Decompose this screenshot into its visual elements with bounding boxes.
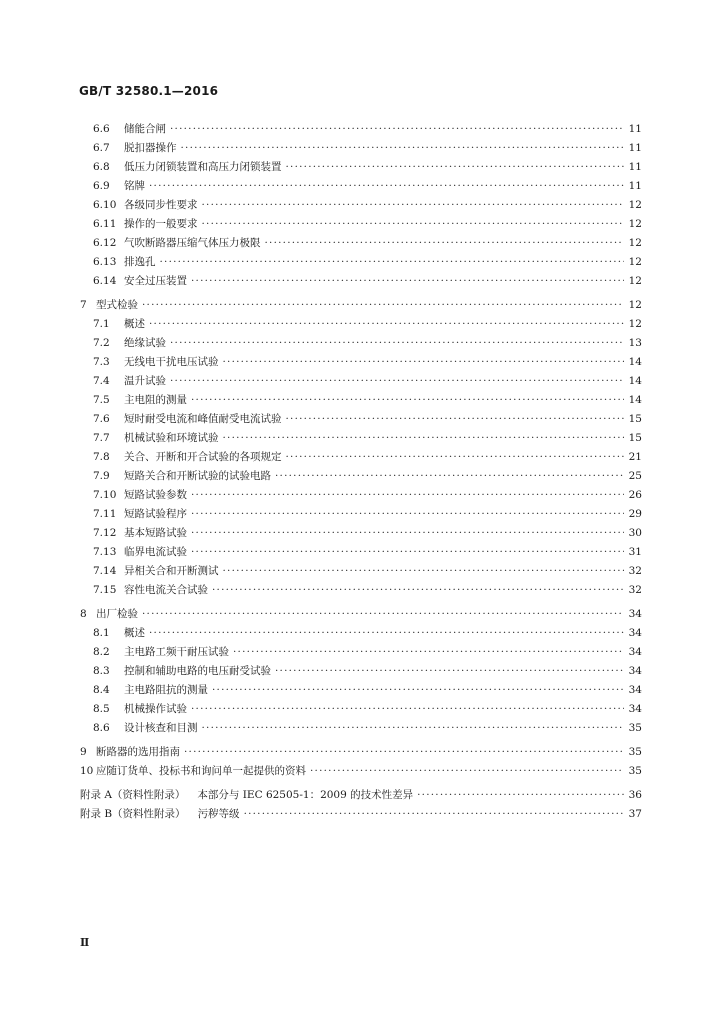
toc-entry [93,431,642,445]
dot-leader [170,122,624,136]
toc-entry-page: 34 [628,684,642,696]
toc-entry-page: 30 [628,527,642,539]
toc-entry-title: 绝缘试验 [124,337,166,349]
dot-leader [202,721,625,735]
toc-entry-page: 12 [628,299,642,311]
toc-entry-page: 14 [628,375,642,387]
dot-leader [170,374,624,388]
dot-leader [202,217,625,231]
toc-entry-number: 9 [80,746,87,758]
dot-leader [244,807,624,821]
dot-leader [149,179,624,193]
toc-entry-page: 15 [628,432,642,444]
toc-entry-title: 基本短路试验 [124,527,187,539]
toc-entry-title: 短路试验程序 [124,508,187,520]
toc-entry [93,355,642,369]
dot-leader [310,764,624,778]
toc-entry-number: 7.5 [93,394,110,406]
dot-leader [265,236,625,250]
toc-entry-title: 温升试验 [124,375,166,387]
toc-entry-title: 气吹断路器压缩气体压力极限 [124,237,261,249]
toc-entry-number: 8 [80,608,87,620]
toc-entry-number: 7.6 [93,413,110,425]
toc-entry [93,721,642,735]
toc-entry-number: 7.15 [93,584,117,596]
toc-entry-title: 概述 [124,627,145,639]
toc-entry-number: 7.10 [93,489,117,501]
dot-leader [191,488,624,502]
toc-entry-page: 14 [628,394,642,406]
toc-entry-number: 7.1 [93,318,110,330]
toc-entry-page: 11 [628,123,642,135]
dot-leader [142,607,624,621]
dot-leader [223,431,625,445]
toc-entry-title: 临界电流试验 [124,546,187,558]
toc-entry-page: 15 [628,413,642,425]
toc-entry [93,217,642,231]
toc-entry-page: 12 [628,199,642,211]
toc-entry-number: 6.12 [93,237,117,249]
dot-leader [191,702,624,716]
toc-entry [93,683,642,697]
dot-leader [149,317,624,331]
dot-leader [223,564,625,578]
toc-entry-title: 关合、开断和开合试验的各项规定 [124,451,282,463]
dot-leader [417,788,624,802]
toc-entry-page: 11 [628,161,642,173]
toc-entry-title: 排逸孔 [124,256,156,268]
toc-entry-page: 12 [628,237,642,249]
page-number-footer: Ⅱ [80,936,90,949]
toc-entry-title: 主电阻的测量 [124,394,187,406]
toc-entry-number: 7.4 [93,375,110,387]
toc-entry-title: 短路试验参数 [124,489,187,501]
toc-entry-number: 8.6 [93,722,110,734]
toc-entry-title: 无线电干扰电压试验 [124,356,219,368]
toc-entry-title: 机械试验和环境试验 [124,432,219,444]
toc-entry-page: 12 [628,275,642,287]
toc-entry-title: 本部分与 IEC 62505-1：2009 的技术性差异 [197,789,414,801]
dot-leader [202,198,625,212]
dot-leader [286,160,625,174]
dot-leader [191,526,624,540]
toc-entry-title: 异相关合和开断测试 [124,565,219,577]
toc-entry [93,122,642,136]
toc-entry [93,198,642,212]
dot-leader [275,664,624,678]
toc-entry-number: 附录 B（资料性附录） [80,808,186,820]
toc-entry-number: 6.10 [93,199,117,211]
toc-entry [93,664,642,678]
toc-entry-number: 8.2 [93,646,110,658]
toc-entry-page: 35 [628,746,642,758]
dot-leader [191,507,624,521]
toc-entry-number: 6.13 [93,256,117,268]
toc-entry-title: 安全过压装置 [124,275,187,287]
toc-entry-page: 34 [628,627,642,639]
toc-entry [93,564,642,578]
dot-leader [286,412,625,426]
toc-entry-number: 7.12 [93,527,117,539]
toc-entry [93,583,642,597]
toc-entry [80,298,642,312]
toc-entry-title: 储能合闸 [124,123,166,135]
dot-leader [275,469,624,483]
toc-entry-number: 附录 A（资料性附录） [80,789,186,801]
toc-entry-page: 12 [628,218,642,230]
toc-entry-title: 设计核查和目测 [124,722,198,734]
toc-entry-title: 型式检验 [96,299,138,311]
toc-entry-title: 出厂检验 [96,608,138,620]
dot-leader [181,141,625,155]
toc-entry [93,412,642,426]
toc-entry-title: 各级同步性要求 [124,199,198,211]
toc-entry-page: 32 [628,565,642,577]
toc-entry-number: 6.7 [93,142,110,154]
toc-entry-page: 11 [628,142,642,154]
toc-entry [93,488,642,502]
toc-entry-title: 概述 [124,318,145,330]
toc-entry [93,255,642,269]
toc-entry [93,469,642,483]
toc-entry-number: 7.14 [93,565,117,577]
toc-entry-page: 34 [628,665,642,677]
toc-entry-page: 29 [628,508,642,520]
toc-entry-page: 21 [628,451,642,463]
toc-entry [80,745,642,759]
toc-entry-page: 11 [628,180,642,192]
toc-entry [93,645,642,659]
toc-entry-number: 7.11 [93,508,117,520]
dot-leader [212,683,624,697]
toc-entry-page: 36 [628,789,642,801]
dot-leader [184,745,624,759]
toc-entry-number: 6.8 [93,161,110,173]
toc-entry-page: 37 [628,808,642,820]
dot-leader [191,545,624,559]
toc-entry [93,507,642,521]
toc-entry-page: 34 [628,608,642,620]
toc-entry [80,764,642,778]
dot-leader [191,393,624,407]
toc-entry [80,807,642,821]
dot-leader [286,450,625,464]
toc-entry-page: 34 [628,646,642,658]
toc-entry-page: 35 [628,722,642,734]
toc-entry-title: 主电路工频干耐压试验 [124,646,229,658]
toc-entry [93,179,642,193]
dot-leader [191,274,624,288]
toc-entry [93,236,642,250]
dot-leader [223,355,625,369]
toc-entry-page: 34 [628,703,642,715]
toc-entry-number: 6.14 [93,275,117,287]
toc-entry [93,450,642,464]
toc-entry-page: 26 [628,489,642,501]
toc-entry-title: 污秽等级 [197,808,240,820]
dot-leader [170,336,624,350]
toc-entry-page: 35 [628,765,642,777]
toc-entry-page: 13 [628,337,642,349]
toc-entry-page: 31 [628,546,642,558]
standard-number-header: GB/T 32580.1—2016 [79,84,219,98]
dot-leader [233,645,624,659]
toc-entry-number: 7.13 [93,546,117,558]
toc-entry-page: 12 [628,318,642,330]
toc-entry-number: 7.9 [93,470,110,482]
toc-entry-number: 7.3 [93,356,110,368]
toc-entry-number: 7 [80,299,87,311]
toc-entry-title: 机械操作试验 [124,703,187,715]
toc-entry-title: 低压力闭锁装置和高压力闭锁装置 [124,161,282,173]
dot-leader [149,626,624,640]
toc-entry [93,274,642,288]
toc-entry-title: 容性电流关合试验 [124,584,208,596]
toc-entry [93,336,642,350]
toc-entry-number: 7.8 [93,451,110,463]
toc-entry-number: 6.9 [93,180,110,192]
toc-entry-title: 铭牌 [124,180,145,192]
toc-entry [93,374,642,388]
toc-entry-number: 8.4 [93,684,110,696]
toc-entry [93,160,642,174]
toc-entry-page: 25 [628,470,642,482]
toc-entry [93,626,642,640]
dot-leader [212,583,624,597]
toc-entry-number: 7.7 [93,432,110,444]
toc-entry-title: 脱扣器操作 [124,142,177,154]
toc-entry-title: 短时耐受电流和峰值耐受电流试验 [124,413,282,425]
toc-entry-title: 操作的一般要求 [124,218,198,230]
toc-entry-number: 8.1 [93,627,110,639]
toc-entry-page: 14 [628,356,642,368]
toc-entry-number: 8.5 [93,703,110,715]
toc-entry [93,702,642,716]
toc-entry [93,393,642,407]
toc-entry-number: 10 [80,765,94,777]
toc-entry [93,526,642,540]
toc-entry-page: 12 [628,256,642,268]
toc-entry-number: 6.11 [93,218,117,230]
toc-entry-number: 7.2 [93,337,110,349]
toc-entry-number: 8.3 [93,665,110,677]
toc-entry-page: 32 [628,584,642,596]
toc-entry-title: 主电路阻抗的测量 [124,684,208,696]
toc-entry-title: 控制和辅助电路的电压耐受试验 [124,665,271,677]
toc-entry [93,545,642,559]
toc-entry [80,788,642,802]
toc-entry-title: 断路器的选用指南 [96,746,180,758]
toc-entry-title: 短路关合和开断试验的试验电路 [124,470,271,482]
toc-entry [93,141,642,155]
dot-leader [160,255,625,269]
toc-entry-title: 应随订货单、投标书和询问单一起提供的资料 [96,765,306,777]
dot-leader [142,298,624,312]
toc-entry [80,607,642,621]
toc-entry [93,317,642,331]
toc-entry-number: 6.6 [93,123,110,135]
